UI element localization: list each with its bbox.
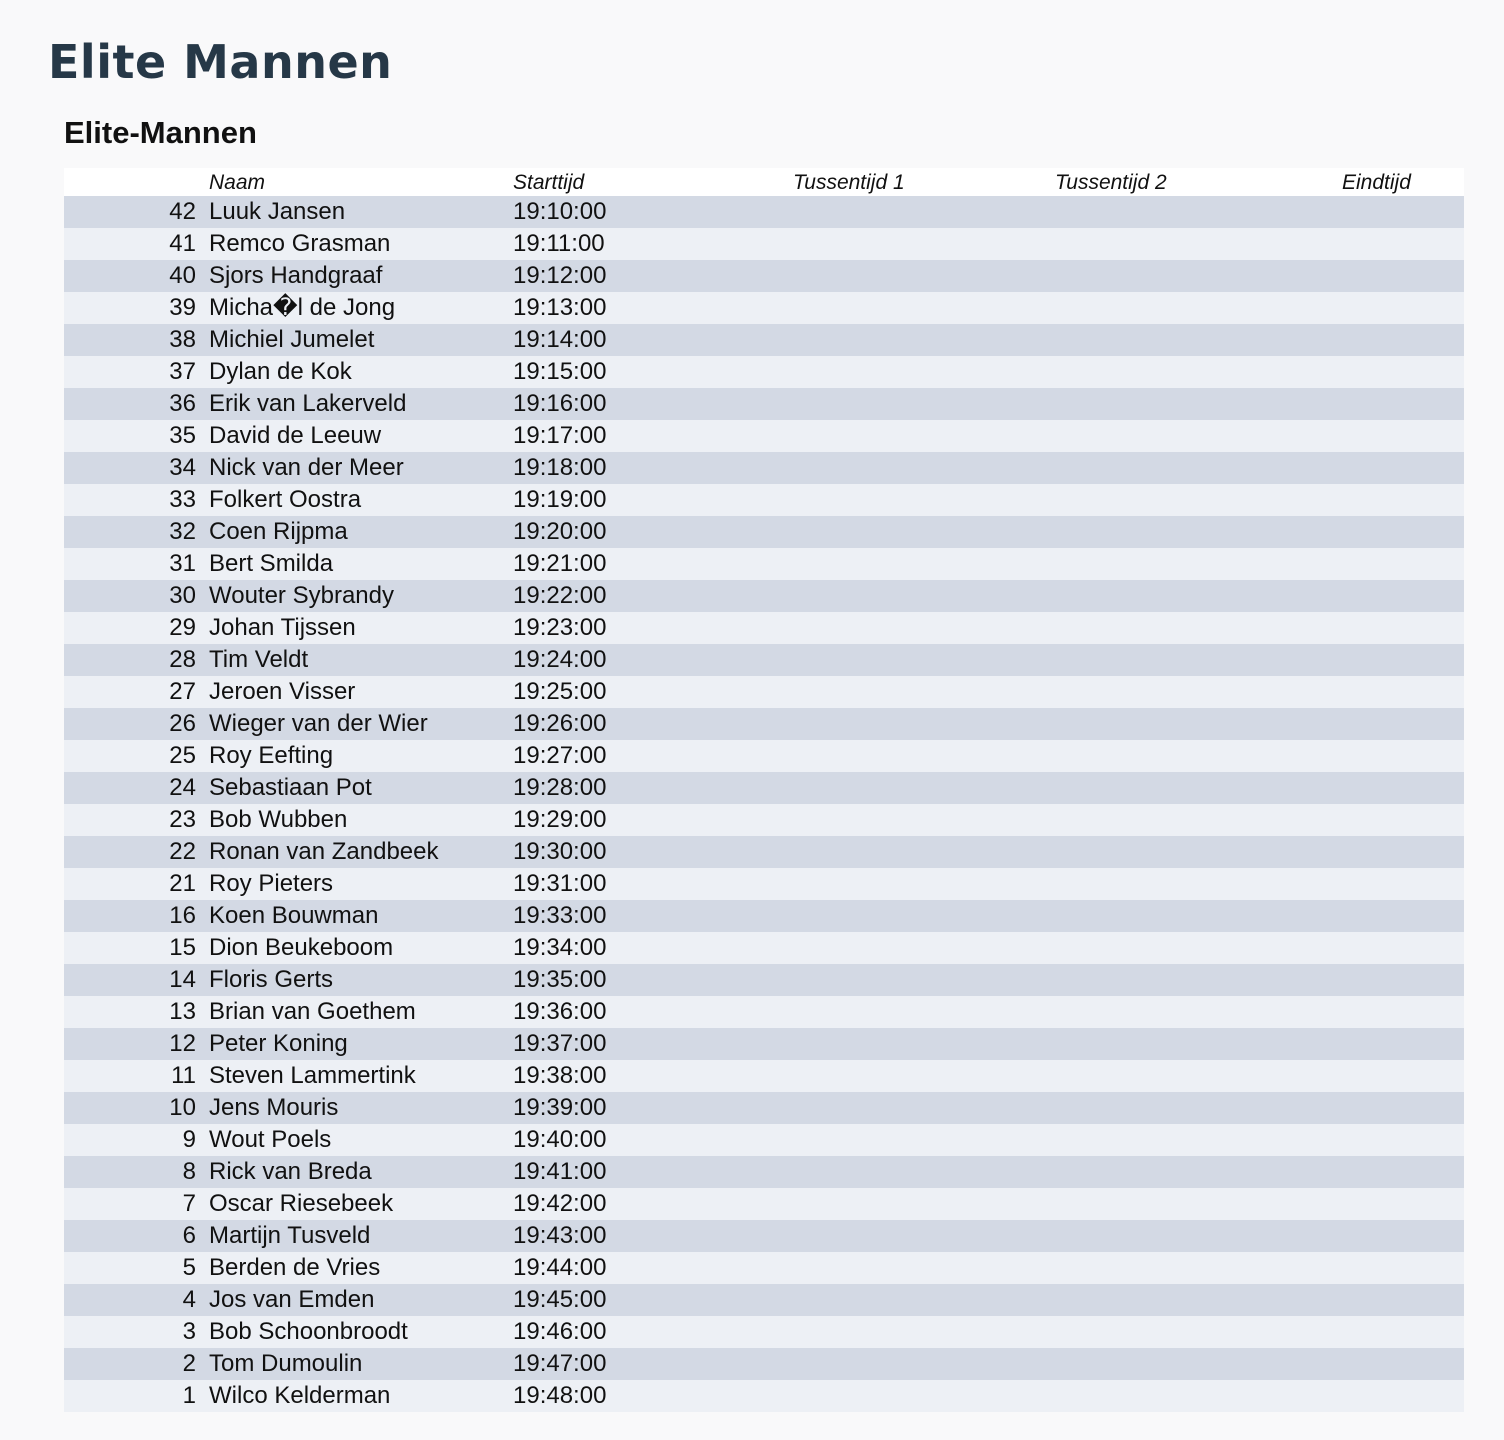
cell-naam: Peter Koning [209,1030,348,1057]
cell-tussentijd-2 [977,868,1265,900]
table-row [64,1156,1464,1188]
cell-tussentijd-1 [715,676,977,708]
cell-nr: 22 [169,838,196,865]
cell-starttijd: 19:40:00 [513,1126,607,1153]
cell-nr: 6 [182,1222,196,1249]
cell-tussentijd-2 [977,1156,1265,1188]
cell-eindtijd [1265,292,1464,324]
cell-nr: 8 [182,1158,196,1185]
cell-tussentijd-1 [715,452,977,484]
cell-nr: 34 [169,454,196,481]
cell-nr: 27 [169,678,196,705]
table-row [64,228,1464,260]
cell-tussentijd-1 [715,772,977,804]
table-row [64,484,1464,516]
cell-naam: Jos van Emden [209,1286,375,1313]
cell-naam: Koen Bouwman [209,902,379,929]
cell-tussentijd-1 [715,196,977,228]
cell-tussentijd-2 [977,804,1265,836]
cell-tussentijd-2 [977,452,1265,484]
cell-eindtijd [1265,1156,1464,1188]
cell-nr: 7 [182,1190,196,1217]
cell-tussentijd-2 [977,1124,1265,1156]
cell-tussentijd-2 [977,612,1265,644]
cell-tussentijd-1 [715,1028,977,1060]
cell-tussentijd-1 [715,388,977,420]
cell-starttijd: 19:11:00 [513,230,605,257]
cell-starttijd: 19:48:00 [513,1382,607,1409]
cell-eindtijd [1265,260,1464,292]
cell-eindtijd [1265,740,1464,772]
cell-tussentijd-2 [977,548,1265,580]
cell-eindtijd [1265,964,1464,996]
cell-starttijd: 19:22:00 [513,582,607,609]
cell-starttijd: 19:15:00 [513,358,607,385]
cell-naam: Wout Poels [209,1126,332,1153]
cell-naam: Brian van Goethem [209,998,416,1025]
cell-eindtijd [1265,676,1464,708]
cell-naam: Jeroen Visser [209,678,356,705]
cell-starttijd: 19:31:00 [513,870,607,897]
cell-naam: Jens Mouris [209,1094,339,1121]
cell-nr: 36 [169,390,196,417]
table-row [64,804,1464,836]
cell-tussentijd-2 [977,388,1265,420]
cell-starttijd: 19:23:00 [513,614,607,641]
header-tussentijd-2: Tussentijd 2 [1055,171,1167,194]
table-row [64,900,1464,932]
cell-tussentijd-1 [715,964,977,996]
cell-nr: 12 [169,1030,196,1057]
cell-tussentijd-2 [977,1060,1265,1092]
cell-naam: Sebastiaan Pot [209,774,372,801]
table-row [64,996,1464,1028]
cell-tussentijd-2 [977,324,1265,356]
table-row [64,676,1464,708]
table-row [64,644,1464,676]
cell-tussentijd-1 [715,580,977,612]
cell-naam: Tim Veldt [209,646,309,673]
table-header-row [64,168,1464,196]
cell-eindtijd [1265,356,1464,388]
cell-starttijd: 19:27:00 [513,742,607,769]
cell-eindtijd [1265,1380,1464,1412]
cell-nr: 35 [169,422,196,449]
cell-starttijd: 19:25:00 [513,678,607,705]
cell-tussentijd-1 [715,900,977,932]
cell-starttijd: 19:20:00 [513,518,607,545]
table-row [64,1188,1464,1220]
table-row [64,1380,1464,1412]
cell-tussentijd-1 [715,1252,977,1284]
header-naam: Naam [209,171,266,194]
cell-naam: Roy Eefting [209,742,334,769]
cell-eindtijd [1265,516,1464,548]
cell-starttijd: 19:19:00 [513,486,607,513]
cell-nr: 24 [169,774,196,801]
table-row [64,1316,1464,1348]
cell-starttijd: 19:13:00 [513,294,607,321]
cell-nr: 39 [169,294,196,321]
cell-tussentijd-1 [715,740,977,772]
cell-tussentijd-1 [715,260,977,292]
cell-nr: 9 [182,1126,196,1153]
startlist-table [64,168,1464,1412]
cell-eindtijd [1265,452,1464,484]
cell-nr: 29 [169,614,196,641]
cell-tussentijd-1 [715,1284,977,1316]
cell-starttijd: 19:39:00 [513,1094,607,1121]
cell-tussentijd-1 [715,1092,977,1124]
cell-starttijd: 19:26:00 [513,710,607,737]
cell-nr: 5 [182,1254,196,1281]
cell-starttijd: 19:10:00 [513,198,607,225]
cell-starttijd: 19:46:00 [513,1318,607,1345]
cell-tussentijd-1 [715,484,977,516]
header-nr [64,168,209,196]
cell-tussentijd-2 [977,1348,1265,1380]
cell-starttijd: 19:44:00 [513,1254,607,1281]
cell-tussentijd-2 [977,516,1265,548]
table-row [64,1348,1464,1380]
cell-tussentijd-2 [977,740,1265,772]
cell-tussentijd-2 [977,1220,1265,1252]
cell-tussentijd-1 [715,356,977,388]
cell-naam: Floris Gerts [209,966,334,993]
cell-naam: Coen Rijpma [209,518,348,545]
table-row [64,580,1464,612]
cell-tussentijd-2 [977,1092,1265,1124]
cell-eindtijd [1265,228,1464,260]
table-row [64,740,1464,772]
cell-nr: 32 [169,518,196,545]
table-row [64,196,1464,228]
cell-eindtijd [1265,772,1464,804]
cell-starttijd: 19:21:00 [513,550,607,577]
cell-starttijd: 19:16:00 [513,390,607,417]
cell-starttijd: 19:24:00 [513,646,607,673]
cell-starttijd: 19:14:00 [513,326,607,353]
cell-naam: Johan Tijssen [209,614,356,641]
cell-nr: 38 [169,326,196,353]
cell-nr: 25 [169,742,196,769]
cell-tussentijd-1 [715,1188,977,1220]
cell-eindtijd [1265,900,1464,932]
cell-nr: 33 [169,486,196,513]
cell-eindtijd [1265,420,1464,452]
cell-tussentijd-2 [977,484,1265,516]
cell-eindtijd [1265,836,1464,868]
table-row [64,868,1464,900]
cell-naam: Ronan van Zandbeek [209,838,439,865]
header-starttijd: Starttijd [513,171,585,194]
cell-naam: Luuk Jansen [209,198,346,225]
header-eindtijd: Eindtijd [1342,171,1411,194]
cell-tussentijd-2 [977,996,1265,1028]
cell-starttijd: 19:41:00 [513,1158,607,1185]
cell-naam: Roy Pieters [209,870,334,897]
cell-nr: 15 [169,934,196,961]
cell-starttijd: 19:33:00 [513,902,607,929]
table-row [64,1060,1464,1092]
cell-tussentijd-1 [715,708,977,740]
cell-naam: Remco Grasman [209,230,391,257]
table-row [64,292,1464,324]
cell-eindtijd [1265,324,1464,356]
cell-starttijd: 19:38:00 [513,1062,607,1089]
table-row [64,548,1464,580]
cell-naam: David de Leeuw [209,422,382,449]
cell-naam: Nick van der Meer [209,454,404,481]
cell-naam: Bob Schoonbroodt [209,1318,408,1345]
cell-naam: Bob Wubben [209,806,348,833]
cell-tussentijd-1 [715,292,977,324]
cell-tussentijd-1 [715,548,977,580]
cell-nr: 1 [182,1382,196,1409]
table-row [64,452,1464,484]
cell-starttijd: 19:36:00 [513,998,607,1025]
cell-tussentijd-2 [977,772,1265,804]
cell-tussentijd-1 [715,868,977,900]
cell-tussentijd-2 [977,228,1265,260]
cell-tussentijd-2 [977,836,1265,868]
cell-tussentijd-2 [977,420,1265,452]
cell-starttijd: 19:30:00 [513,838,607,865]
cell-naam: Wouter Sybrandy [209,582,394,609]
cell-tussentijd-1 [715,1348,977,1380]
header-tussentijd-1: Tussentijd 1 [793,171,905,194]
cell-naam: Bert Smilda [209,550,334,577]
table-row [64,772,1464,804]
cell-eindtijd [1265,484,1464,516]
cell-tussentijd-1 [715,836,977,868]
cell-nr: 23 [169,806,196,833]
cell-eindtijd [1265,868,1464,900]
cell-nr: 4 [182,1286,196,1313]
cell-nr: 11 [171,1062,196,1089]
table-row [64,260,1464,292]
cell-tussentijd-2 [977,1316,1265,1348]
cell-eindtijd [1265,1060,1464,1092]
table-row [64,516,1464,548]
cell-naam: Micha�l de Jong [209,294,396,321]
cell-naam: Berden de Vries [209,1254,381,1281]
cell-tussentijd-2 [977,1284,1265,1316]
cell-tussentijd-1 [715,1220,977,1252]
cell-eindtijd [1265,1028,1464,1060]
table-body [64,196,1464,1412]
cell-tussentijd-2 [977,932,1265,964]
cell-tussentijd-2 [977,580,1265,612]
cell-starttijd: 19:43:00 [513,1222,607,1249]
cell-tussentijd-2 [977,964,1265,996]
cell-tussentijd-2 [977,900,1265,932]
cell-nr: 14 [169,966,196,993]
cell-tussentijd-2 [977,708,1265,740]
table-row [64,708,1464,740]
table-row [64,1028,1464,1060]
cell-eindtijd [1265,1124,1464,1156]
cell-starttijd: 19:45:00 [513,1286,607,1313]
table-row [64,612,1464,644]
table-row [64,324,1464,356]
cell-tussentijd-2 [977,1252,1265,1284]
cell-naam: Rick van Breda [209,1158,372,1185]
cell-starttijd: 19:34:00 [513,934,607,961]
page-title: Elite Mannen [48,35,393,89]
cell-nr: 31 [169,550,196,577]
cell-naam: Dion Beukeboom [209,934,394,961]
cell-eindtijd [1265,388,1464,420]
cell-eindtijd [1265,580,1464,612]
cell-tussentijd-2 [977,260,1265,292]
cell-nr: 2 [182,1350,196,1377]
cell-tussentijd-1 [715,996,977,1028]
cell-tussentijd-1 [715,932,977,964]
cell-tussentijd-2 [977,676,1265,708]
cell-tussentijd-1 [715,1124,977,1156]
cell-eindtijd [1265,804,1464,836]
cell-tussentijd-1 [715,420,977,452]
cell-nr: 13 [169,998,196,1025]
cell-eindtijd [1265,932,1464,964]
cell-tussentijd-2 [977,356,1265,388]
cell-eindtijd [1265,1316,1464,1348]
cell-tussentijd-2 [977,196,1265,228]
cell-eindtijd [1265,1348,1464,1380]
table-row [64,1252,1464,1284]
cell-naam: Dylan de Kok [209,358,352,385]
table-row [64,1124,1464,1156]
cell-tussentijd-1 [715,1156,977,1188]
table-row [64,388,1464,420]
cell-tussentijd-2 [977,644,1265,676]
cell-eindtijd [1265,1220,1464,1252]
cell-tussentijd-1 [715,1316,977,1348]
cell-eindtijd [1265,548,1464,580]
cell-nr: 16 [169,902,196,929]
cell-naam: Wieger van der Wier [209,710,428,737]
cell-naam: Tom Dumoulin [209,1350,363,1377]
table-row [64,1220,1464,1252]
cell-nr: 41 [169,230,196,257]
cell-nr: 42 [169,198,196,225]
cell-nr: 21 [169,870,196,897]
cell-tussentijd-1 [715,1060,977,1092]
cell-naam: Martijn Tusveld [209,1222,371,1249]
cell-nr: 28 [169,646,196,673]
cell-eindtijd [1265,1252,1464,1284]
cell-naam: Erik van Lakerveld [209,390,407,417]
cell-nr: 37 [169,358,196,385]
cell-starttijd: 19:42:00 [513,1190,607,1217]
cell-starttijd: 19:37:00 [513,1030,607,1057]
cell-tussentijd-1 [715,644,977,676]
cell-eindtijd [1265,644,1464,676]
cell-naam: Folkert Oostra [209,486,362,513]
cell-tussentijd-1 [715,324,977,356]
cell-eindtijd [1265,196,1464,228]
table-row [64,836,1464,868]
cell-tussentijd-1 [715,804,977,836]
cell-eindtijd [1265,1284,1464,1316]
cell-eindtijd [1265,1092,1464,1124]
cell-tussentijd-2 [977,292,1265,324]
cell-tussentijd-1 [715,516,977,548]
cell-naam: Michiel Jumelet [209,326,375,353]
table-row [64,356,1464,388]
cell-starttijd: 19:17:00 [513,422,607,449]
cell-naam: Steven Lammertink [209,1062,416,1089]
table-row [64,1092,1464,1124]
cell-eindtijd [1265,1188,1464,1220]
cell-starttijd: 19:47:00 [513,1350,607,1377]
cell-starttijd: 19:29:00 [513,806,607,833]
cell-tussentijd-2 [977,1380,1265,1412]
cell-nr: 10 [169,1094,196,1121]
cell-nr: 3 [182,1318,196,1345]
cell-naam: Sjors Handgraaf [209,262,383,289]
table-row [64,420,1464,452]
table-row [64,932,1464,964]
cell-tussentijd-1 [715,1380,977,1412]
cell-eindtijd [1265,996,1464,1028]
cell-eindtijd [1265,612,1464,644]
table-row [64,964,1464,996]
cell-tussentijd-2 [977,1188,1265,1220]
cell-tussentijd-1 [715,228,977,260]
cell-nr: 30 [169,582,196,609]
cell-naam: Wilco Kelderman [209,1382,391,1409]
cell-starttijd: 19:35:00 [513,966,607,993]
section-title: Elite-Mannen [64,115,257,150]
cell-tussentijd-1 [715,612,977,644]
cell-starttijd: 19:12:00 [513,262,607,289]
cell-starttijd: 19:28:00 [513,774,607,801]
table-row [64,1284,1464,1316]
cell-naam: Oscar Riesebeek [209,1190,394,1217]
cell-nr: 26 [169,710,196,737]
cell-eindtijd [1265,708,1464,740]
cell-nr: 40 [169,262,196,289]
cell-starttijd: 19:18:00 [513,454,607,481]
cell-tussentijd-2 [977,1028,1265,1060]
